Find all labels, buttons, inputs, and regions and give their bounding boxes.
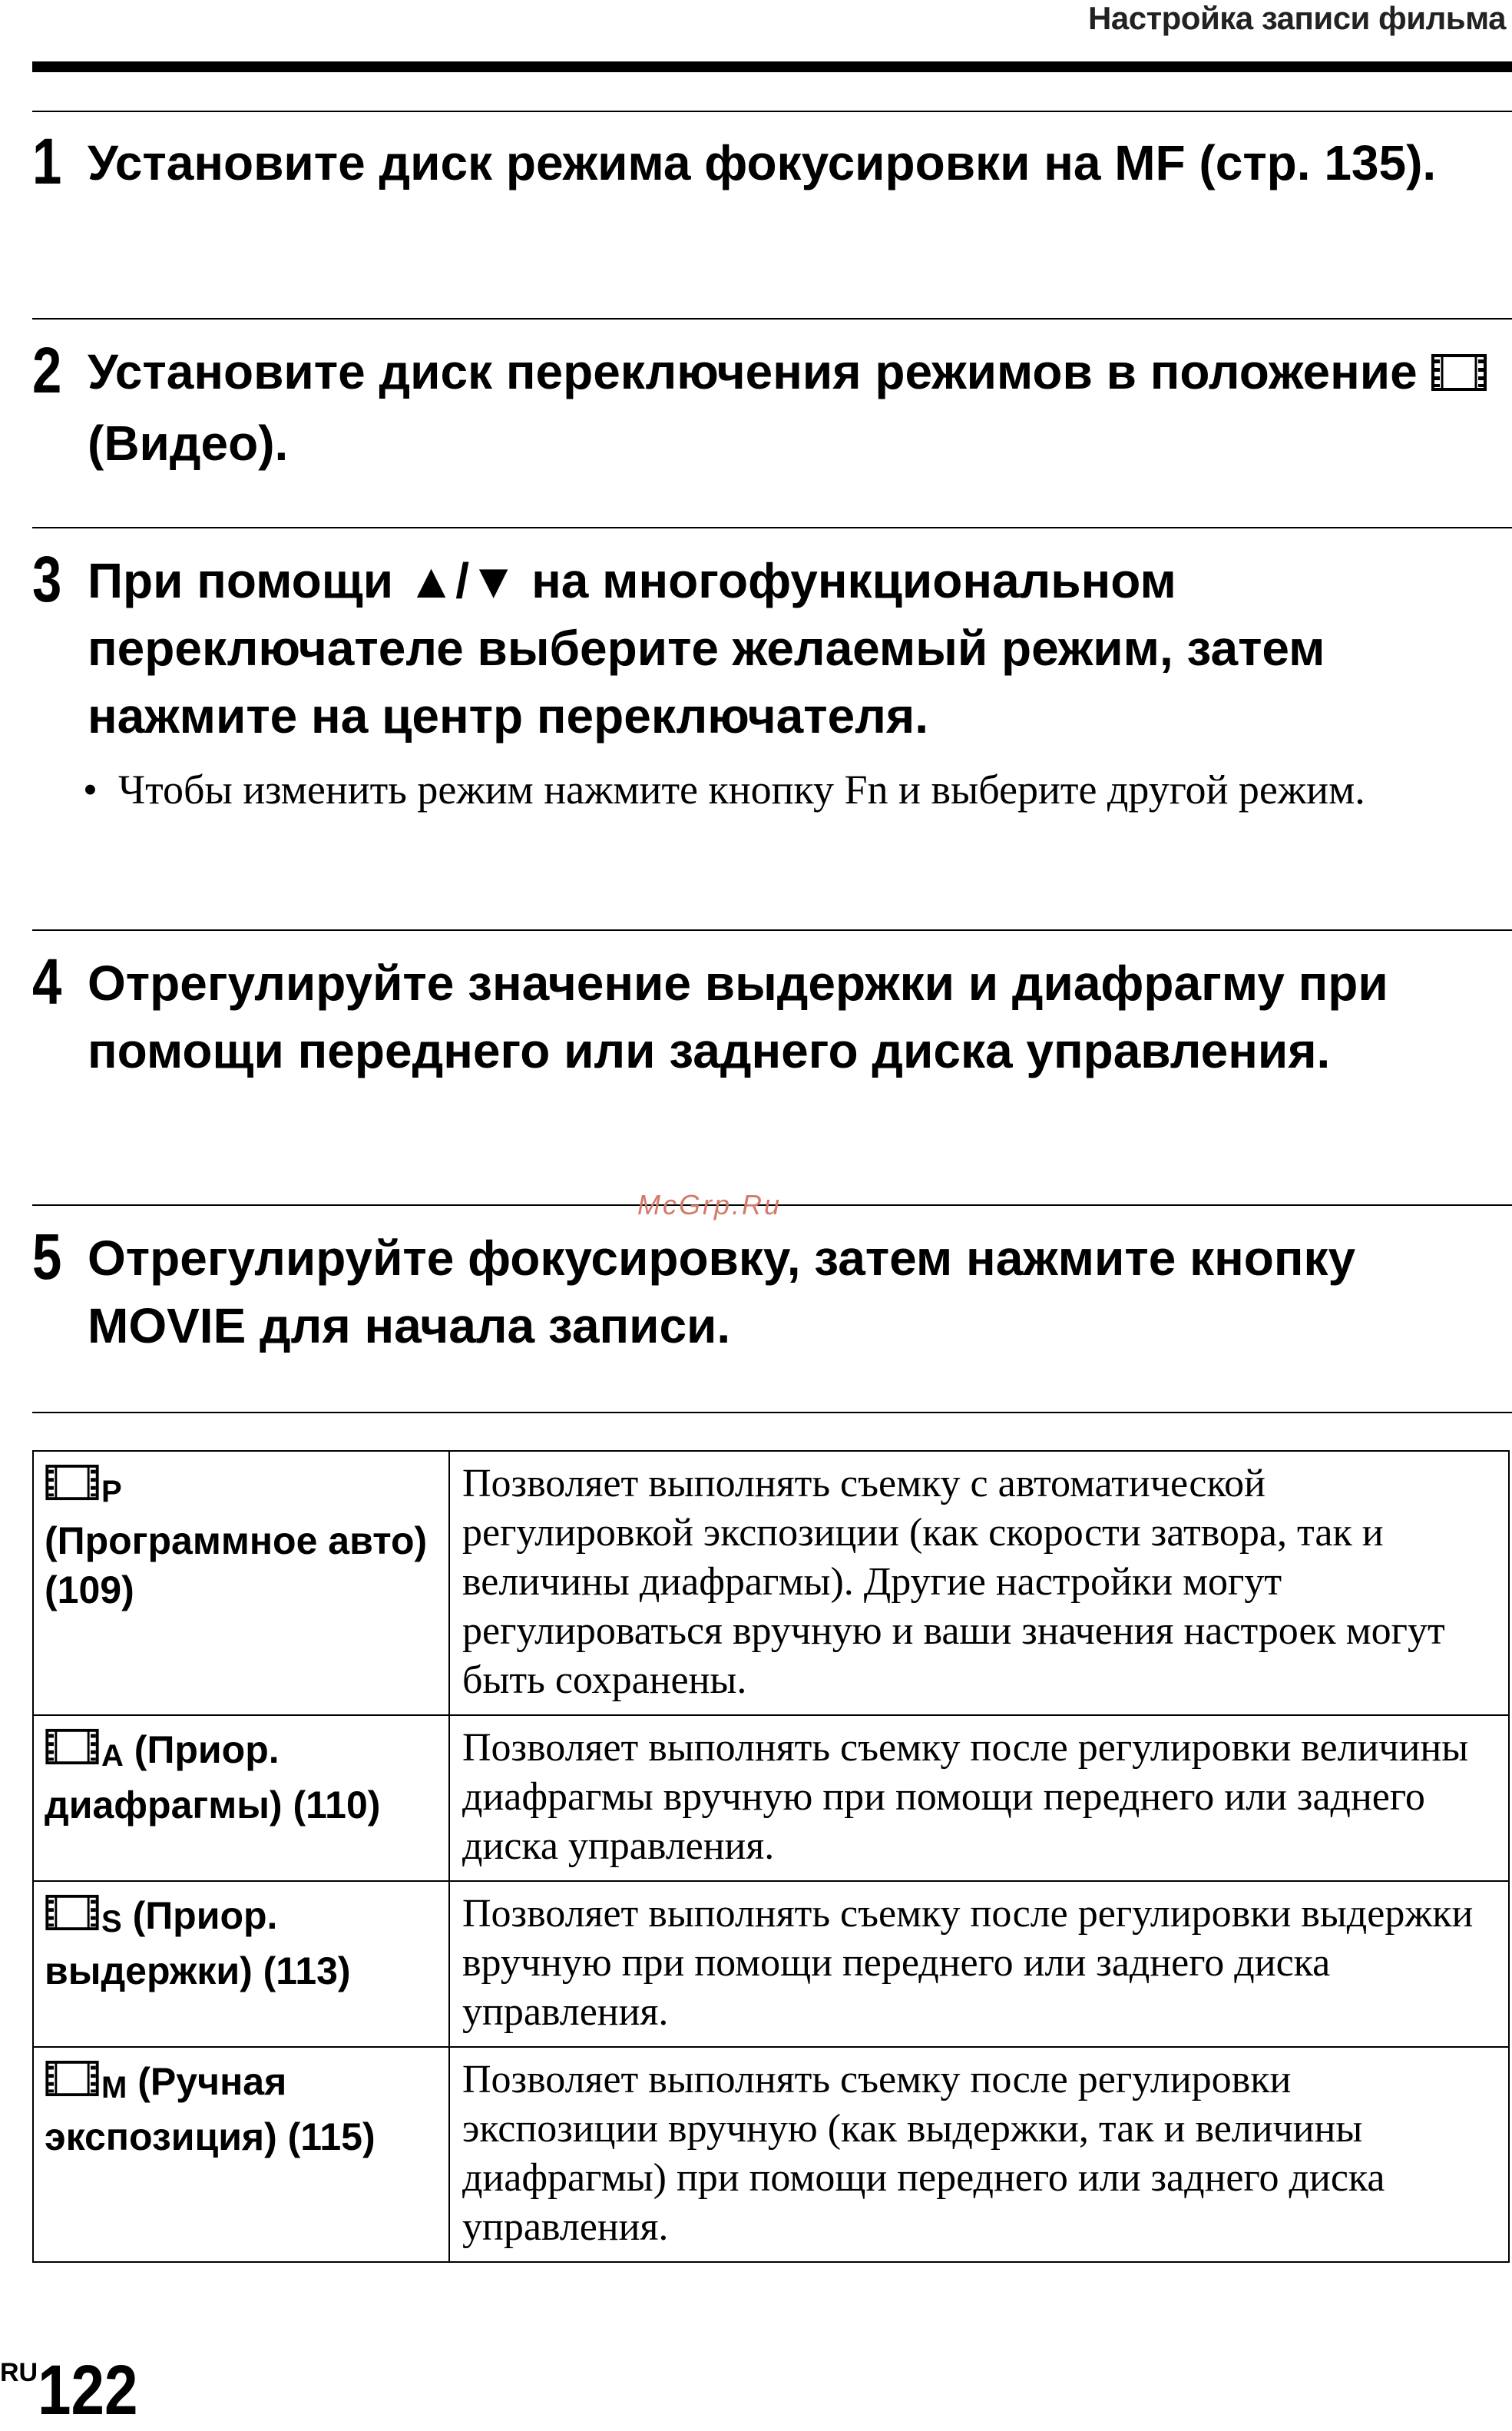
page-number-value: 122 [38, 2351, 138, 2429]
mode-letter: S [101, 1905, 122, 1939]
table-row [33, 1715, 1509, 1881]
mode-letter: A [101, 1739, 124, 1773]
mode-letter: P [101, 1475, 122, 1509]
bullet: • [83, 767, 98, 813]
mode-cell [33, 1451, 449, 1715]
mode-label: (Приор. выдержки) (113) [45, 1894, 351, 1992]
header-rule [32, 61, 1512, 72]
step-text: Отрегулируйте фокусировку, затем нажмите кнопку MOVIE для начала записи. [88, 1230, 1356, 1353]
watermark: McGrp.Ru [637, 1189, 782, 1220]
step-number: 2 [32, 334, 62, 406]
step-1 [32, 125, 1497, 197]
step-text: Установите диск режима фокусировки на MF (стр. 135). [88, 135, 1437, 190]
step-number: 3 [32, 543, 62, 615]
step-2 [32, 334, 1497, 477]
step-note [83, 760, 1497, 819]
step-4 [32, 946, 1497, 1085]
step-number: 5 [32, 1220, 62, 1293]
mode-description: Позволяет выполнять съемку с автоматической регулировкой экспозиции (как скорости затвора, так и величины диафрагмы). Другие настройки могут регулироваться вручную и ваши значения настроек могут быть сохранены. [449, 1451, 1509, 1715]
step-number: 1 [32, 125, 62, 197]
table-row [33, 1451, 1509, 1715]
divider [32, 318, 1512, 320]
mode-label: (Программное авто) (109) [45, 1519, 428, 1611]
step-text-before: Установите диск переключения режимов в положение [88, 344, 1418, 399]
divider [32, 527, 1512, 528]
mode-label: (Приор. диафрагмы) (110) [45, 1728, 381, 1827]
step-text [88, 338, 1497, 477]
step-text: При помощи ▲/▼ на многофункциональном переключателе выберите желаемый режим, затем нажмите на центр переключателя. [88, 553, 1325, 744]
language-code: RU [0, 2358, 38, 2387]
divider [32, 111, 1512, 112]
step-text-after: (Видео). [88, 416, 289, 472]
mode-cell [33, 1881, 449, 2047]
mode-letter: M [101, 2071, 127, 2105]
step-text: Отрегулируйте значение выдержки и диафрагму при помощи переднего или заднего диска управления. [88, 956, 1388, 1078]
mode-cell [33, 1715, 449, 1881]
table-row [33, 1881, 1509, 2047]
mode-cell [33, 2047, 449, 2262]
movie-film-icon [45, 1727, 100, 1777]
movie-film-icon [45, 1893, 100, 1943]
mode-description: Позволяет выполнять съемку после регулировки выдержки вручную при помощи переднего или заднего диска управления. [449, 1881, 1509, 2047]
table-row [33, 2047, 1509, 2262]
step-3 [32, 543, 1497, 819]
step-5 [32, 1220, 1497, 1360]
divider [32, 929, 1512, 931]
mode-description: Позволяет выполнять съемку после регулировки величины диафрагмы вручную при помощи переднего или заднего диска управления. [449, 1715, 1509, 1881]
mode-description: Позволяет выполнять съемку после регулировки экспозиции вручную (как выдержки, так и величины диафрагмы) при помощи переднего или заднего диска управления. [449, 2047, 1509, 2262]
movie-film-icon [1431, 342, 1487, 409]
movie-film-icon [45, 1463, 100, 1513]
section-title: Настройка записи фильма [1088, 0, 1506, 36]
modes-table [32, 1450, 1510, 2263]
divider [32, 1412, 1512, 1413]
movie-film-icon [45, 2059, 100, 2109]
page-number [0, 2350, 156, 2431]
mode-label: (Ручная экспозиция) (115) [45, 2060, 376, 2158]
note-text: Чтобы изменить режим нажмите кнопку Fn и выберите другой режим. [118, 767, 1365, 813]
step-number: 4 [32, 946, 62, 1018]
